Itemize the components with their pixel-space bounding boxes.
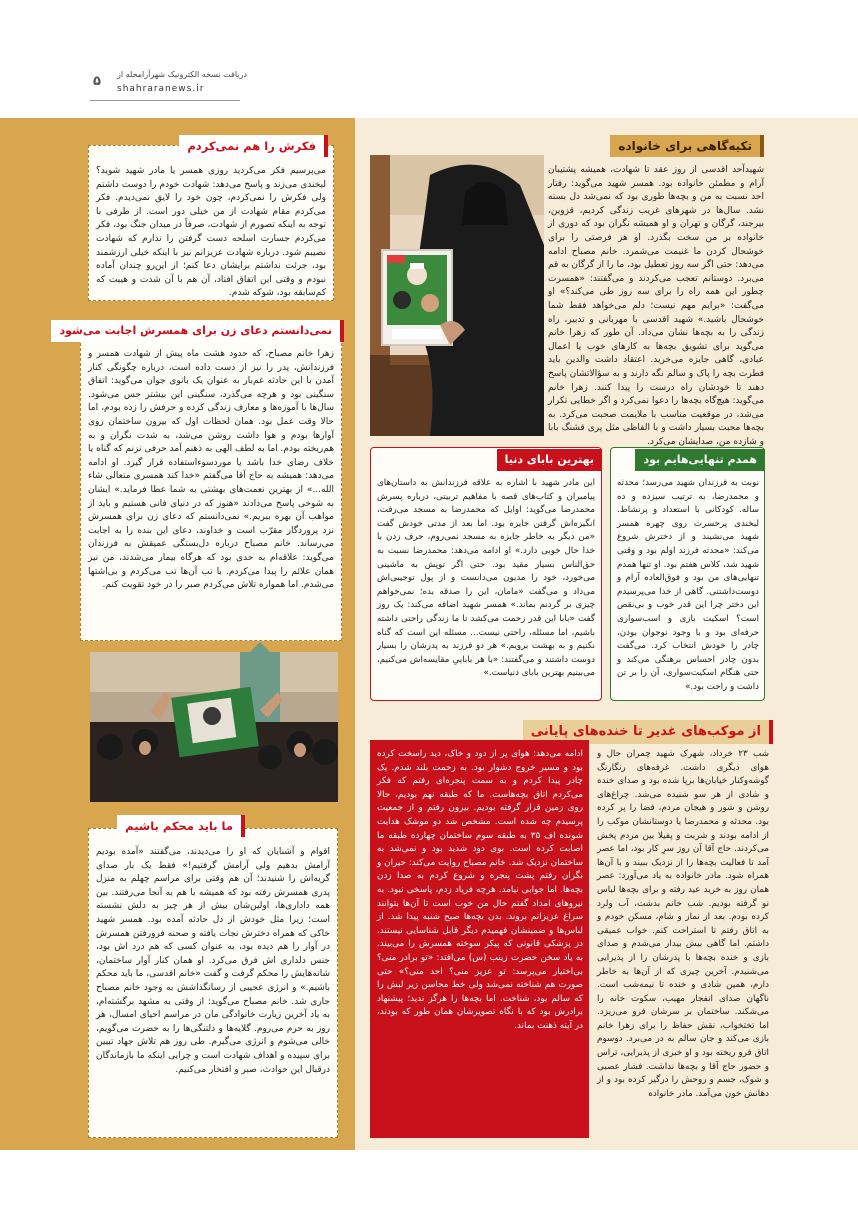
hamdam-body: نوبت به فرزندان شهید می‌رسد؛ محدثه و محمدرضا، به ترتیب سیزده و ده ساله. کودکانی با استعداد و پرنشاط. لبخندی پرحسرت روی چهره همسر شهید می‌نشیند و از دخترش شروع می‌کند: «محدثه فرزند اولم بود و وقتی شهید شد، کلاس هفتم بود. او تنها همدم تنهایی‌های من بود و فوق‌العاده آرام و دوست‌داشتنی. گاهی از خدا می‌پرسیدم این دختر چرا این قدر خوب و بی‌نقص است؟ اسکیت بازی و اسب‌سواری حرفه‌ای بود و با وجود نوجوان بودن، چادر را خودش انتخاب کرد. می‌گفت بدون چادر احساس برهنگی می‌کند و حتی هنگام اسکیت‌سواری، آن را بر تن داشت و راحت بود.» bbox=[617, 478, 759, 692]
mokeb-body-right: شب ۲۳ خرداد، شهرک شهید چمران حال و هوای دیگری داشت. غرفه‌های رنگارنگ گوشه‌وکنار خیابان‌ها برپا شده بود و صدای خنده و شادی از هر سو شنیده می‌شد. چراغ‌های روشن و شور و هیجان مردم، فضا را پر کرده بود. محدثه و محمدرضا با دوستانشان موکب را از ادامه بودند و شربت و پفیلا بین مردم پخش می‌کردند. حاج آقا آن روز سرِ کار بود، اما عصر آمد تا فعالیت بچه‌ها را از نزدیک ببیند و با آن‌ها همراه شود. مادر خانواده به یاد می‌آورد: عصر همان روز به خرید عید رفته و برای بچه‌ها لباس نو گرفته بودیم. شب خانم بدشت، آب ولرد کرده بودم. بعد از نماز و شام، مسکن خودم و به اتاق رفتم تا استراحت کنم. خواب عمیقی داشتم. اما گاهی بیش بیدار می‌شدم و صدای بازی و خنده بچه‌ها با پدرشان را از پذیرایی می‌شنیدم. آخرین چیزی که از آن‌ها به خاطر دارم، همین شادی و خنده تا نیمه‌شب است. ناگهان صدای انفجار مهیب، سکوت خانه را می‌شکند. ساختمان بر سرشان فرو می‌ریزد. اما تختخواب، نقش حفاظ را برای زهرا خانم بازی می‌کند و جان سالم به در می‌برد. دوسوم اتاق فرو ریخته بود و او خبری از پذیرایی، تراس و حضور حاج آقا و بچه‌ها نداشت. فشار عصبی و شوک، جسم و روحش را درگیر کرده بود و از دهانش خون می‌آمد. مادر خانواده bbox=[597, 749, 769, 1099]
mother-poster-photo bbox=[370, 155, 544, 436]
nemidanestam-body: زهرا خانم مصباح، که حدود هشت ماه پیش از شهادت همسر و فرزندانش، پدر را نیز از دست داده است، درباره چگونگی کنار آمدن با این حادثه غم‌بار به عنوان یک بانوی جوان می‌گوید: اتفاق سنگینی بود و هرچه می‌گذرد، سنگینی این بیشتر حس می‌شود. سال‌ها با آموزه‌ها و معارف زندگی کرده و حرفش را زده بودم، اما حالا وقت عمل بود. همان لحظات اول که بیرون ساختمان روی آوارها بودم و هوا داشت روشن می‌شد، به شدت نگران و به هم‌ریخته بودم. اما به لطف الهی به ذهنم آمد حرفی نزنم که گناه یا خلاف رضای خدا باشد یا موردسوءاستفاده قرار گیرد. او ادامه می‌دهد: همیشه به حاج آقا می‌گفتم «خدا کند همسری متعالی شاء الله...» از بهترین نعمت‌های بهشتی به شما عطا فرماید.» ایشان به شوخی پاسخ می‌دادند «هنوز که در دنیای فانی هستیم و باید از مواهب آن بهره ببریم.» نمی‌دانستم که دعای زن برای همسرش نزد پروردگار مقرّب است و خداوند، دعای این بنده را به اجابت می‌رساند. خانم مصباح درباره دل‌بستگی عمیقش به فرزندان می‌گوید: علاقه‌ام به حدی بود که هرگاه بیمار می‌شدند، من نیز همان علائم را پیدا می‌کردم. با تب آن‌ها تب می‌کردم و بی‌اشتها می‌شدم. اما همواره تلاش می‌کردم صبر را در خود تقویت کنم. bbox=[88, 349, 334, 591]
section-title-hamdam: همدم تنهایی‌هایم بود bbox=[635, 449, 765, 471]
section-title-mokeb: از موکب‌های غدیر تا خنده‌های پایانی bbox=[523, 720, 773, 744]
page-number: ۵ bbox=[93, 74, 101, 89]
mokeb-body-left: ادامه می‌دهد: هوای پر از دود و خاک، دید راسخت کرده بود و مسیر خروج دشوار بود. به زحمت بلند شدم. یک چادر پیدا کردم و به سمت پنجره‌ای رفتم که فکر می‌کردم اتاق بچه‌هاست. ما که طبقه نهم بودیم، حالا روی زمین قرار گرفته بودیم. بیرون رفتم و از جمعیت پرسیدم چه شده است. مشخص شد دو موشک هدایت شونده اف ۳۵ به طبقه سوم ساختمان چهارده طبقه ما اصابت کرده است. بوی دود شدید بود و نمی‌شد به ساختمان نزدیک شد. خانم مصباح روایت می‌کند: حیران و نگران رفتم پشت پنجره و شروع کردم به صدا زدن بچه‌ها. اما جوابی نیامد. هرچه فریاد زدم، پاسخی نبود. به نیروهای امداد گفتم حال من خوب است تا آن‌ها بتوانند سراغ عزیزانم بروند. بدن بچه‌ها صبح شنبه پیدا شد. از لباس‌ها و ضمینشان فهمیدم دیگر قابل شناسایی نیستند. دز پزشکی قانونی که پیکر سوخته همسرش را می‌بیند. به یاد سخن حضرت زینب (س) می‌افتد: «تو برادر منی؟ بی‌اختیار می‌پرسد: تو عزیز منی؟ احد منی؟» حتی صورت هم شناخته نمی‌شد ولی خط محاسن زیر لبش را که سالم بود، شناخت. اما بچه‌ها را هرگز ندید؛ پیشنهاد برادرش بود که با نگاه تصویرشان همان طور که بودند، در آینه ذهنت بماند. bbox=[377, 749, 583, 1031]
header-divider bbox=[90, 100, 240, 101]
mabayad-body: اقوام و آشنایان که او را می‌دیدند، می‌گفتند «آمده بودیم آرامش بدهیم ولی آرامش گرفتیم!» فقط یک بار صدای گریه‌اش را شنیدند؛ آن هم وقتی برای مراسم چهلم به منزل پدری همسرش رفته بود که همیشه با هم به آنجا می‌رفتند. بین همه داداری‌ها، اولین‌شان بیش از هر چیز به دلش نشسته است؛ زیرا مثل خودش از دل حادثه آمده بود. همسر شهید خاکی که همراه دخترش نجات یافته و صحنه فرورفتن همسرش در آوار را هم دیده بود، به عنوان کسی که هم درد اش بود، جنس دلداری اش فرق می‌کرد. او همان کنار آوار ساختمان، شانه‌هایش را محکم گرفت و گفت «خانم اقدسی، ما باید محکم باشیم.» و انرژی عجیبی از رسانگذاشش به وجود خانم مصباح جاری شد. خانم مصباح می‌گوید: از وقتی به مشهد برگشته‌ام، به یاد آخرین زیارت خانوادگی مان در مراسم احیای امسال، هر روز به حرم می‌روم. گلایه‌ها و دلتنگی‌ها را به حضرت می‌گویم، خالی می‌شوم و انرژی می‌گیرم. طی روز هم تلاش جهاد تبیین برای سپیده و اهداف شهادت است و چرایی اینکه ما بازماندگان درقبال این حوادث، صبر و افتخار می‌کنیم. bbox=[96, 847, 330, 1075]
section-title-fekrash: فکرش را هم نمی‌کردم bbox=[179, 135, 328, 157]
section-title-behtarin: بهترین بابای دنیا bbox=[497, 449, 602, 471]
behtarin-body: این مادر شهید با اشاره به علاقه فرزندانش به داستان‌های پیامبران و کتاب‌های قصه با مفاهیم تربیتی، درباره پسرش محمدرضا می‌گوید: اوایل که محمدرضا به مسجد می‌رفت، انگیزه‌اش گرفتن جایزه بود. اما بعد از مدتی خودش گفت «من دیگر به خاطر جایزه به مسجد نمی‌روم، حرف زدن با خدا حال خوبی دارد.» او ادامه می‌دهد: محمدرضا نسبت به حق‌الناس بسیار مقید بود. حتی اگر توپش به ماشینی می‌خورد، خود را مدیون می‌دانست و از پول توجیبی‌اش می‌داد و می‌گفت «مامان، این را صدقه بده؛ نمی‌خواهم چیزی بر گردنم بماند.» همسر شهید اضافه می‌کند: یک روز گفت «بابا این قدر زحمت می‌کشد تا ما زندگی راحتی داشته باشیم، اما مسئله، راحتی نیست... مسئله این است که گناه نکنیم و به بهشت برویم.» هر دو فرزند به پدرشان را بسیار دوست داشتند و می‌گفتند: «با هر باباییِ مقایسه‌اش می‌کنیم، می‌بینیم بهترین بابای دنیاست.» bbox=[377, 478, 595, 679]
page-footer bbox=[0, 1150, 858, 1220]
mother-poster-illustration bbox=[370, 155, 544, 436]
section-title-nemidanestam: نمی‌دانستم دعای زن برای همسرش اجابت می‌شود bbox=[51, 320, 344, 342]
section-title-takyegah: تکیه‌گاهی برای خانواده bbox=[610, 135, 764, 157]
takyegah-body: شهیدآحد اقدسی از روز عقد تا شهادت، همیشه پشتیبان آرام و مطمئن خانواده بود. همسر شهید می‌گوید: رفتار احد نسبت به من و بچه‌ها طوری بود که نمی‌شد دل بسته نشد. سال‌ها در شهرهای غریب زندگی کردیم، قزوین، بیرجند، گرگان و تهران و او همیشه نگران بود که دوری از خانواده بر من سخت بگذرد. او هر فرصتی را برای خوشحال کردن ما غنیمت می‌شمرد. خانم مصباح ادامه می‌دهد: حتی اگر سه روز تعطیل بود، ما را از گرگان به قم می‌برد. دوستانم تعجب می‌کردند و می‌گفتند: «همسرت چطور این همه راه را برای سه روز طی می‌کند؟» او می‌گفت: «برایم مهم نیست؛ دلم می‌خواهد فقط شما خوشحال باشید.» شهید اقدسی با مهربانی و تدبیر، راه زندگی را به بچه‌ها نشان می‌داد. آن طور که زهرا خانم می‌گوید برای تشویق بچه‌ها به کارهای خوب یا اعمال عبادی، گاهی جایزه می‌خرید. اعتقاد داشت والدین باید فطرت بچه را پاک و سالم نگه دارند و به سؤالاتشان پاسخ دهند تا خودشان راه درست را پیدا کنند. زهرا خانم می‌گوید: هیچ‌گاه بچه‌ها را دعوا نمی‌کرد و اگر خطایی تکرار می‌شد، در موقعیت مناسب با ملایمت صحبت می‌کرد. به بچه‌ها محبت بسیار داشت و با الفاظی مثل پری قشنگ بابا و شازده من، صدایشان می‌کرد. bbox=[548, 165, 764, 447]
funeral-crowd-illustration bbox=[90, 652, 338, 802]
fekrash-body: می‌پرسیم فکر می‌کردید روزی همسر یا مادر شهید شوید؟ لبخندی می‌زند و پاسخ می‌دهد: شهادت خودم را دوست داشتم ولی فکرش را نمی‌کردم، چون خود را لایق نمی‌دیدم. فکر می‌کردم مقام شهادت از من خیلی دور است. از طرفی با توجه به اینکه تصورم از شهادت، صرفاً در میدان جنگ بود، فکر می‌کردم جسارت اسلحه دست گرفتن را ندارم که شهادت نصیبم شود. درباره شهادت عزیزانم نیز با اینکه خیلی ارزشمند بود، جرئت نداشتم برایشان دعا کنم؛ از این‌رو چندان آماده نبودم و وقتی این اتفاق افتاد، آن هم با آن شدت و هیبت که کم‌سابقه بود، شوکه شدم. bbox=[96, 166, 326, 299]
publication-label: دریافت نسخه الکترونیک شهرآرامحله از bbox=[117, 70, 247, 79]
website-url[interactable]: shahraranews.ir bbox=[117, 84, 205, 94]
funeral-crowd-photo bbox=[90, 652, 338, 802]
page-header bbox=[0, 0, 858, 118]
section-title-mabayad: ما باید محکم باشیم bbox=[117, 815, 245, 837]
